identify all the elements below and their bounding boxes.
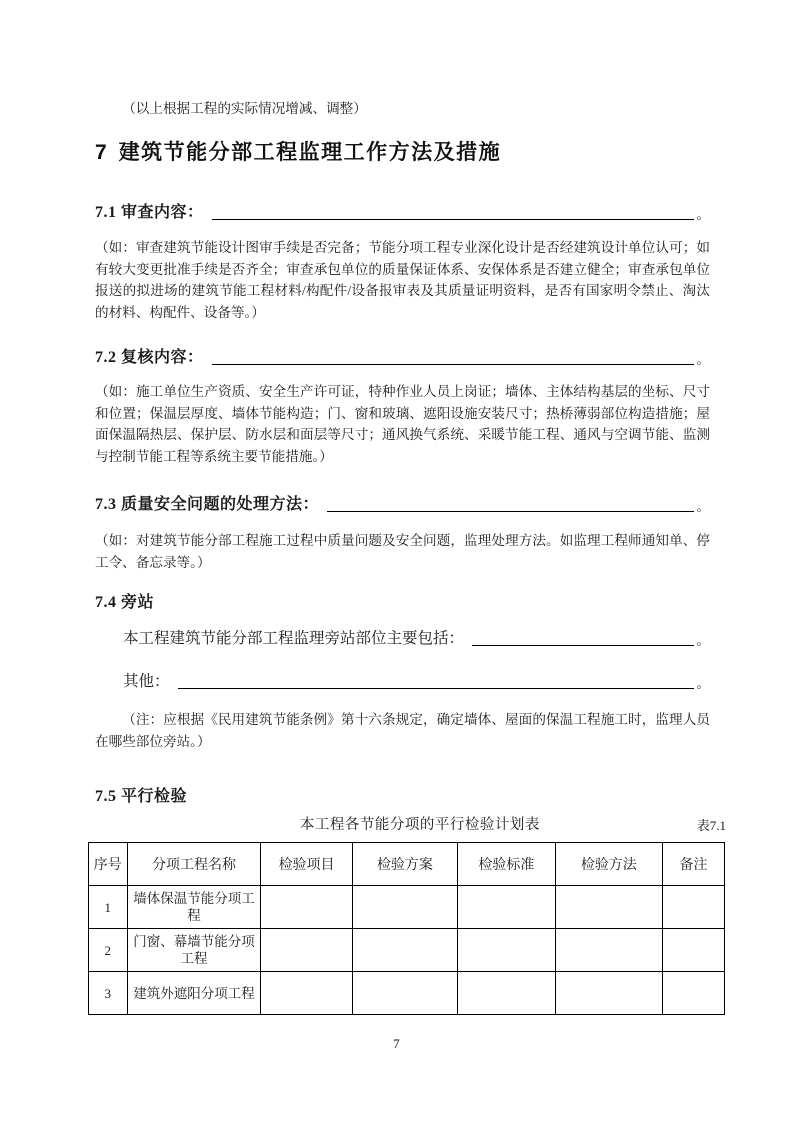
- chapter-title: 建筑节能分部工程监理工作方法及措施: [118, 141, 502, 164]
- table-title: 本工程各节能分项的平行检验计划表: [299, 817, 540, 833]
- empty-cell[interactable]: [555, 972, 663, 1015]
- quality-safety-method-blank[interactable]: [327, 497, 694, 512]
- header-remark: 备注: [663, 843, 725, 886]
- header-inspect-plan: 检验方案: [352, 843, 457, 886]
- bystander-parts-label: 本工程建筑节能分部工程监理旁站部位主要包括：: [123, 630, 465, 647]
- review-content-blank[interactable]: [212, 205, 695, 220]
- parallel-inspection-table: [88, 842, 725, 1015]
- chapter-number: 7: [95, 141, 107, 164]
- header-project-name: 分项工程名称: [127, 843, 261, 886]
- section-72-body: （如：施工单位生产资质、安全生产许可证，特种作业人员上岗证；墙体、主体结构基层的坐标、尺寸和位置；保温层厚度、墙体节能构造；门、窗和玻璃、遮阳设施安装尺寸；热桥薄弱部位构造措施；屋面保温隔热层、保护层、防水层和面层等尺寸；通风换气系统、采暖节能工程、通风与空调节能、监测与控制节能工程等系统主要节能措施。）: [95, 384, 710, 464]
- bystander-parts-blank[interactable]: [472, 631, 694, 646]
- table-title-row: [88, 813, 726, 834]
- header-inspect-method: 检验方法: [555, 843, 663, 886]
- empty-cell[interactable]: [663, 972, 725, 1015]
- header-seq: 序号: [89, 843, 128, 886]
- empty-cell[interactable]: [663, 886, 725, 929]
- section-71-body: （如：审查建筑节能设计图审手续是否完备；节能分项工程专业深化设计是否经建筑设计单位认可；如有较大变更批准手续是否齐全；审查承包单位的质量保证体系、安保体系是否建立健全；审查承包单位报送的拟进场的建筑节能工程材料/构配件/设备报审表及其质量证明资料，是否有国家明令禁止、淘汰的材料、构配件、设备等。）: [95, 240, 710, 320]
- table-header-row: [89, 843, 725, 886]
- empty-cell[interactable]: [261, 886, 352, 929]
- parallel-inspection-table-wrap: [88, 842, 710, 1015]
- empty-cell[interactable]: [352, 972, 457, 1015]
- period-mark: 。: [696, 499, 710, 514]
- chapter-heading: [95, 136, 710, 166]
- row-number-cell: 3: [89, 972, 128, 1015]
- empty-cell[interactable]: [261, 929, 352, 972]
- empty-cell[interactable]: [458, 972, 555, 1015]
- header-inspect-standard: 检验标准: [458, 843, 555, 886]
- period-mark: 。: [696, 676, 710, 691]
- top-note: （以上根据工程的实际情况增减、调整）: [122, 101, 367, 116]
- section-74-heading: 7.4 旁站: [95, 594, 155, 611]
- period-mark: 。: [696, 207, 710, 222]
- table-number-label: 表7.1: [696, 818, 726, 833]
- other-label: 其他：: [123, 673, 170, 690]
- project-name-cell: 墙体保温节能分项工程: [127, 886, 261, 929]
- empty-cell[interactable]: [352, 929, 457, 972]
- recheck-content-blank[interactable]: [212, 350, 695, 365]
- section-74-note: （注：应根据《民用建筑节能条例》第十六条规定，确定墙体、屋面的保温工程施工时，监理人员在哪些部位旁站。）: [95, 712, 710, 749]
- other-blank[interactable]: [178, 674, 695, 689]
- period-mark: 。: [696, 633, 710, 648]
- other-row: [123, 671, 710, 692]
- page-number: 7: [393, 1036, 400, 1051]
- table-row: [89, 929, 725, 972]
- section-73-heading: 7.3 质量安全问题的处理方法：: [95, 496, 320, 513]
- table-row: [89, 886, 725, 929]
- empty-cell[interactable]: [663, 929, 725, 972]
- section-75-heading: 7.5 平行检验: [95, 788, 188, 805]
- empty-cell[interactable]: [458, 886, 555, 929]
- empty-cell[interactable]: [352, 886, 457, 929]
- empty-cell[interactable]: [555, 886, 663, 929]
- section-72-heading: 7.2 复核内容：: [95, 349, 204, 366]
- section-72-heading-row: [95, 347, 710, 368]
- project-name-cell: 门窗、幕墙节能分项工程: [127, 929, 261, 972]
- section-71-heading: 7.1 审查内容：: [95, 204, 204, 221]
- section-71-heading-row: [95, 202, 710, 223]
- empty-cell[interactable]: [458, 929, 555, 972]
- empty-cell[interactable]: [555, 929, 663, 972]
- header-inspect-item: 检验项目: [261, 843, 352, 886]
- row-number-cell: 2: [89, 929, 128, 972]
- section-73-body: （如：对建筑节能分部工程施工过程中质量问题及安全问题，监理处理方法。如监理工程师通知单、停工令、备忘录等。）: [95, 533, 710, 570]
- table-row: [89, 972, 725, 1015]
- bystander-parts-row: [123, 628, 710, 649]
- empty-cell[interactable]: [261, 972, 352, 1015]
- period-mark: 。: [696, 352, 710, 367]
- section-73-heading-row: [95, 494, 710, 515]
- row-number-cell: 1: [89, 886, 128, 929]
- project-name-cell: 建筑外遮阳分项工程: [127, 972, 261, 1015]
